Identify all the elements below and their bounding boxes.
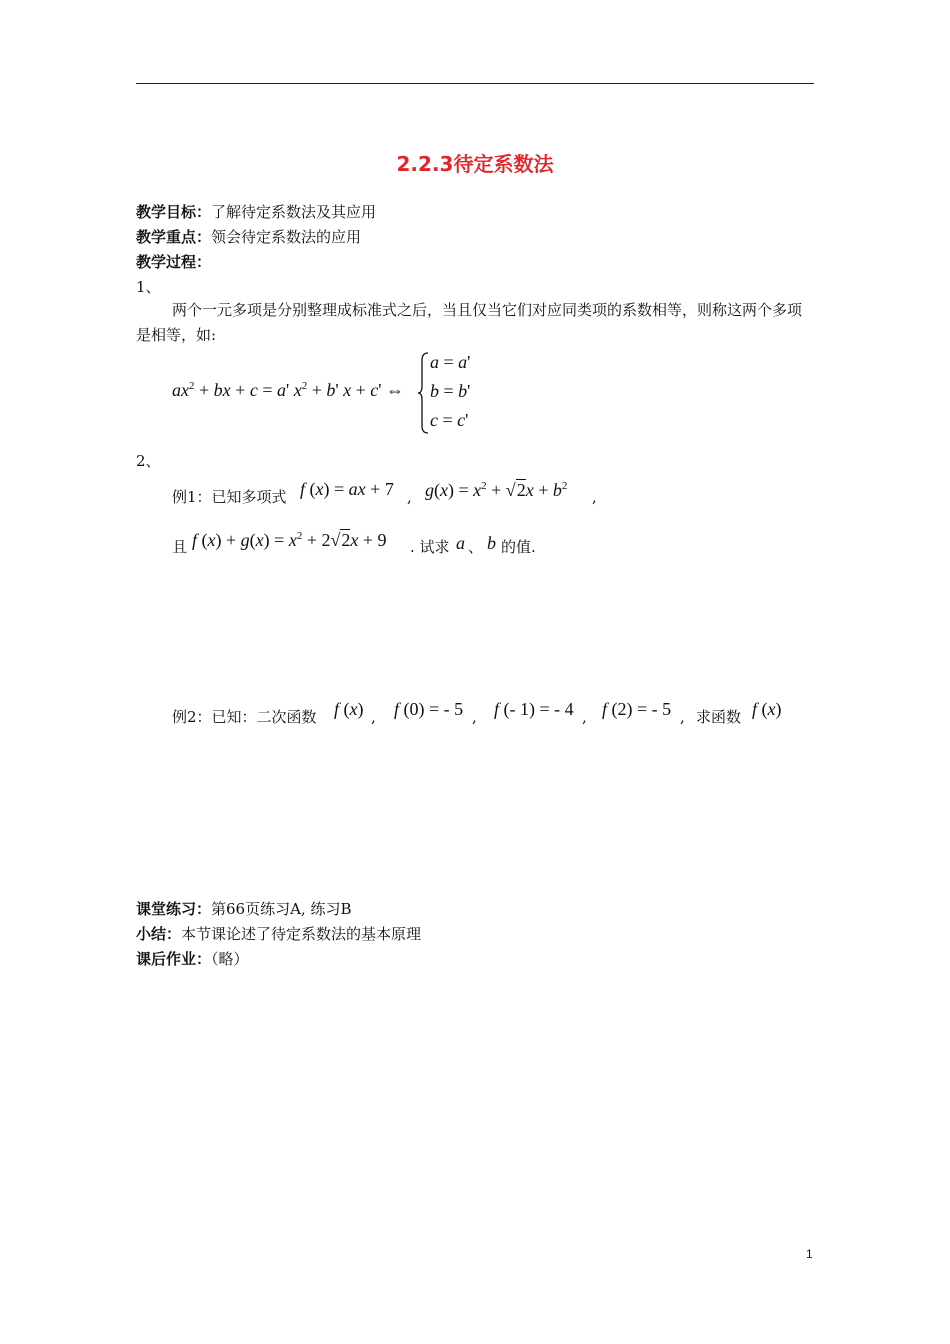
separator: 、 [468, 538, 484, 556]
var-b: b [487, 533, 496, 553]
process-label: 教学过程： [136, 253, 212, 271]
practice-label: 课堂练习： [136, 900, 212, 918]
page-number: 1 [806, 1247, 813, 1261]
goal-text: 了解待定系数法及其应用 [211, 203, 377, 221]
homework-text: （略） [211, 950, 249, 968]
system-row-c: c = c' [430, 410, 469, 430]
comma-1: , [407, 488, 412, 506]
example-2-fx: f (x) [334, 699, 364, 719]
process-line [136, 252, 211, 272]
example-1-end: 的值. [501, 538, 536, 556]
equivalence-equation: $ax^2$ + bx + c = a' $x^2 + b'$ x + c' ⇔ [172, 380, 405, 400]
summary-text: 本节课论述了待定系数法的基本原理 [181, 925, 422, 943]
section-2-number: 2、 [136, 452, 161, 470]
homework-label: 课后作业： [136, 950, 212, 968]
page-title: 2.2.3待定系数法 [396, 152, 554, 176]
left-brace [417, 352, 429, 434]
comma-6: , [680, 708, 685, 726]
example-1-g: $g(x) = x^2 + √2x + b^2$ [425, 480, 568, 500]
example-1-line2-prefix: 且 [172, 538, 188, 556]
example-2-prefix: 例2：已知：二次函数 [172, 708, 317, 726]
practice-text: 第66页练习A, 练习B [211, 900, 352, 918]
goal-label: 教学目标： [136, 203, 212, 221]
section-1-number: 1、 [136, 278, 161, 296]
practice-line [136, 899, 352, 919]
comma-4: , [472, 708, 477, 726]
header-rule [136, 83, 814, 84]
focus-line [136, 227, 361, 247]
homework-line [136, 949, 249, 969]
example-2-ask: 求函数 [696, 708, 742, 726]
summary-label: 小结： [136, 925, 182, 943]
example-2-cond-3: f (2) = - 5 [602, 699, 672, 719]
focus-text: 领会待定系数法的应用 [211, 228, 362, 246]
summary-line [136, 924, 421, 944]
comma-3: , [371, 708, 376, 726]
comma-2: , [592, 488, 597, 506]
focus-label: 教学重点： [136, 228, 212, 246]
comma-5: , [582, 708, 587, 726]
example-1-sum: f $(x) + g(x) = x^2 + 2√2x + 9$ [192, 530, 387, 550]
goal-line [136, 202, 376, 222]
example-2-cond-2: f (- 1) = - 4 [494, 699, 574, 719]
section-1-paragraph: 两个一元多项是分别整理成标准式之后，当且仅当它们对应同类项的系数相等，则称这两个多项是相等，如: [136, 301, 803, 344]
var-a: a [456, 533, 465, 553]
example-1-ask: . 试求 [410, 538, 450, 556]
example-1-prefix: 例1：已知多项式 [172, 488, 287, 506]
system-row-a: a = a' [430, 352, 471, 372]
example-1-f: f (x) = ax + 7 [300, 479, 394, 499]
example-2-fx-end: f (x) [752, 699, 782, 719]
example-2-cond-1: f (0) = - 5 [394, 699, 464, 719]
system-row-b: b = b' [430, 381, 471, 401]
